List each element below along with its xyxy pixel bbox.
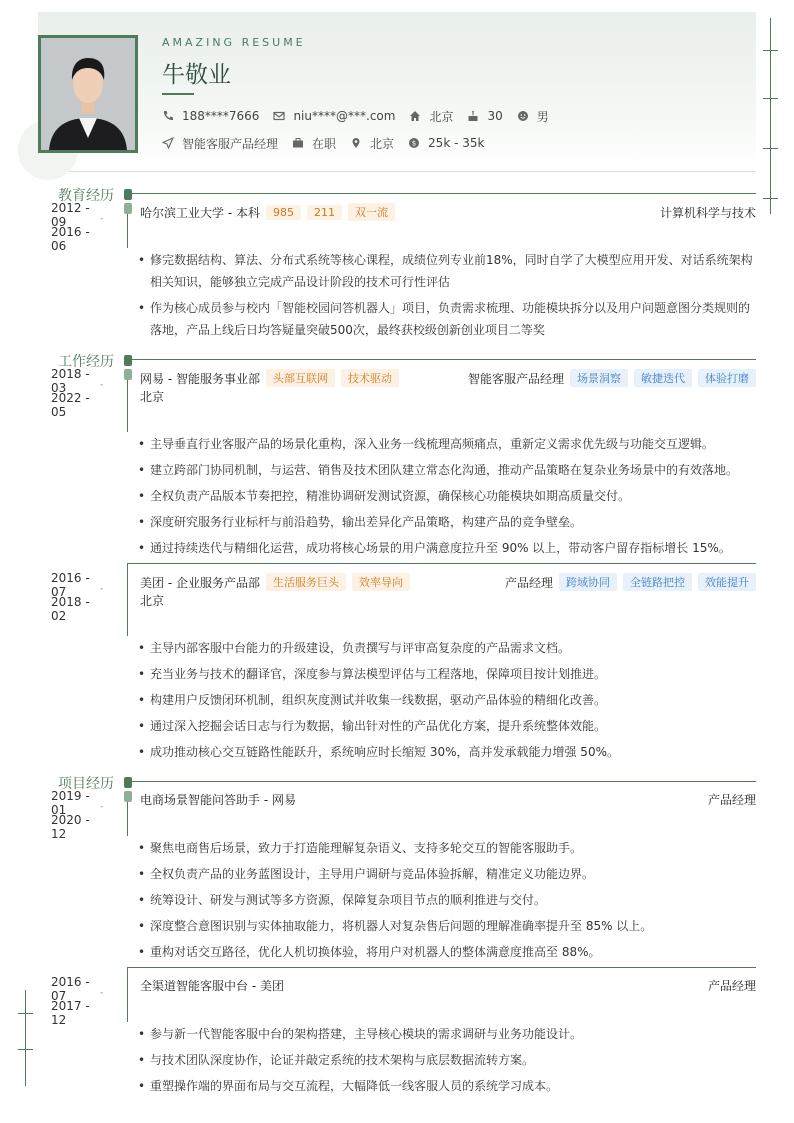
entry-node: [124, 369, 132, 380]
work-city: 北京: [140, 594, 165, 608]
project-bullets: [138, 837, 758, 967]
org-name: 美团 - 企业服务产品部: [140, 575, 260, 590]
org-name: 网易 - 智能服务事业部: [140, 371, 260, 386]
org-tag: 头部互联网: [266, 369, 335, 387]
entry-timeline: [127, 563, 128, 636]
date-separator: -: [100, 802, 104, 812]
school-tag: 211: [307, 205, 342, 220]
intent-row: [162, 135, 498, 151]
phone-item: [162, 109, 259, 123]
role-tag: 效能提升: [698, 573, 756, 591]
school-name: 哈尔滨工业大学 - 本科: [140, 205, 260, 220]
briefcase-icon: [292, 137, 304, 149]
salary-item: [408, 136, 484, 150]
decor-tick: [763, 148, 778, 149]
contact-row: [162, 108, 563, 124]
work-city: 北京: [140, 390, 165, 404]
entry-timeline: [127, 380, 128, 432]
project-role: 产品经理: [707, 793, 756, 807]
list-item: • 深度研究服务行业标杆与前沿趋势，输出差异化产品策略，构建产品的竞争壁垒。: [138, 511, 758, 533]
org-tag: 生活服务巨头: [266, 573, 346, 591]
decor-line: [25, 990, 26, 1086]
work-start-date: 2016 - 07: [51, 571, 90, 599]
project-name: 电商场景智能问答助手 - 网易: [140, 793, 296, 807]
work-role: [505, 573, 756, 591]
list-item: • 重塑操作端的界面布局与交互流程，大幅降低一线客服人员的系统学习成本。: [138, 1075, 758, 1097]
list-item: • 成功推动核心交互链路性能跃升，系统响应时长缩短 30%，高并发承载能力增强 50%。: [138, 741, 758, 763]
gender-item: [517, 108, 549, 125]
project-bullets: [138, 1023, 758, 1101]
gender-icon: [517, 110, 529, 122]
role-name: 智能客服产品经理: [467, 371, 564, 386]
target-role-text: 智能客服产品经理: [182, 136, 279, 151]
mail-icon: [273, 110, 285, 122]
project-end-date: 2020 - 12: [51, 813, 90, 841]
work-end-date: 2022 - 05: [51, 391, 90, 419]
decor-tick: [18, 1049, 33, 1050]
entry-rule: [127, 563, 756, 564]
resume-tagline: AMAZING RESUME: [162, 36, 306, 49]
target-role-item: [162, 135, 278, 152]
entry-timeline: [127, 214, 128, 248]
list-item: • 统筹设计、研发与测试等多方资源，保障复杂项目节点的顺利推进与交付。: [138, 889, 758, 911]
cake-icon: [467, 110, 479, 122]
list-item: • 构建用户反馈闭环机制，组织灰度测试并收集一线数据，驱动产品体验的精细化改善。: [138, 689, 758, 711]
list-item: • 主导内部客服中台能力的升级建设，负责撰写与评审高复杂度的产品需求文档。: [138, 637, 758, 659]
location-icon: [350, 137, 362, 149]
work-start-date: 2018 - 03: [51, 367, 90, 395]
city-text: 北京: [429, 109, 454, 124]
org-tag: 效率导向: [352, 573, 410, 591]
phone-text: 188****7666: [182, 109, 260, 123]
edu-school: [140, 203, 395, 221]
target-city-text: 北京: [370, 136, 395, 151]
edu-end-date: 2016 - 06: [51, 225, 90, 253]
work-bullets: [138, 433, 758, 563]
decor-line: [770, 18, 771, 214]
edu-bullets: [138, 249, 758, 345]
status-text: 在职: [312, 136, 337, 151]
list-item: • 通过深入挖掘会话日志与行为数据，输出针对性的产品优化方案，提升系统整体效能。: [138, 715, 758, 737]
date-separator: -: [100, 988, 104, 998]
city-item: [409, 108, 453, 125]
work-bullets: [138, 637, 758, 767]
project-start-date: 2019 - 01: [51, 789, 90, 817]
work-org: [140, 369, 399, 387]
home-icon: [409, 110, 421, 122]
entry-timeline: [127, 802, 128, 836]
list-item: • 修完数据结构、算法、分布式系统等核心课程，成绩位列专业前18%，同时自学了大模型应用开发、对话系统架构相关知识，能够独立完成产品设计阶段的技术可行性评估: [138, 249, 758, 293]
role-tag: 跨域协同: [559, 573, 617, 591]
section-node: [124, 355, 132, 366]
entry-timeline: [127, 967, 128, 1022]
section-rule: [132, 193, 756, 194]
section-rule: [132, 781, 756, 782]
section-title-projects: 项目经历: [58, 776, 114, 792]
gender-text: 男: [536, 109, 549, 124]
section-node: [124, 189, 132, 200]
project-end-date: 2017 - 12: [51, 999, 90, 1027]
list-item: • 作为核心成员参与校内「智能校园问答机器人」项目，负责需求梳理、功能模块拆分以及用户问题意图分类规则的落地，产品上线后日均答疑量突破500次，最终获校级创新创业项目二等奖: [138, 297, 758, 341]
phone-icon: [162, 110, 174, 122]
email-text: niu****@***.com: [293, 109, 396, 123]
list-item: • 聚焦电商售后场景，致力于打造能理解复杂语义、支持多轮交互的智能客服助手。: [138, 837, 758, 859]
decor-tick: [763, 50, 778, 51]
section-rule: [132, 359, 756, 360]
work-role: [468, 369, 756, 387]
list-item: • 全权负责产品的业务蓝图设计，主导用户调研与竞品体验拆解，精准定义功能边界。: [138, 863, 758, 885]
edu-start-date: 2012 - 09: [51, 201, 90, 229]
work-end-date: 2018 - 02: [51, 595, 90, 623]
project-role: 产品经理: [707, 979, 756, 993]
decor-tick: [763, 98, 778, 99]
list-item: • 全权负责产品版本节奏把控，精准协调研发测试资源，确保核心功能模块如期高质量交付。: [138, 485, 758, 507]
status-item: [292, 135, 336, 152]
section-node: [124, 777, 132, 788]
svg-text:$: $: [411, 139, 417, 148]
org-tag: 技术驱动: [341, 369, 399, 387]
list-item: • 重构对话交互路径，优化人机切换体验，将用户对机器人的整体满意度推高至 88%。: [138, 941, 758, 963]
list-item: • 主导垂直行业客服产品的场景化重构，深入业务一线梳理高频痛点，重新定义需求优先级与功能交互逻辑。: [138, 433, 758, 455]
list-item: • 建立跨部门协同机制，与运营、销售及技术团队建立常态化沟通，推动产品策略在复杂业务场景中的有效落地。: [138, 459, 758, 481]
name-underline: [162, 93, 194, 95]
section-title-work: 工作经历: [58, 354, 114, 370]
project-start-date: 2016 - 07: [51, 975, 90, 1003]
list-item: • 充当业务与技术的翻译官，深度参与算法模型评估与工程落地，保障项目按计划推进。: [138, 663, 758, 685]
date-separator: -: [100, 380, 104, 390]
target-city-item: [350, 135, 394, 152]
candidate-name: 牛敬业: [162, 62, 231, 88]
entry-rule: [127, 967, 756, 968]
role-tag: 敏捷迭代: [634, 369, 692, 387]
entry-node: [124, 791, 132, 802]
list-item: • 参与新一代智能客服中台的架构搭建，主导核心模块的需求调研与业务功能设计。: [138, 1023, 758, 1045]
profile-photo: [38, 35, 138, 153]
decor-tick: [18, 1013, 33, 1014]
role-tag: 体验打磨: [698, 369, 756, 387]
age-item: [467, 109, 502, 123]
role-name: 产品经理: [504, 575, 553, 590]
money-icon: [408, 137, 420, 149]
role-tag: 全链路把控: [623, 573, 692, 591]
age-text: 30: [487, 109, 503, 123]
section-title-education: 教育经历: [58, 188, 114, 204]
work-org: [140, 573, 410, 591]
role-tag: 场景洞察: [570, 369, 628, 387]
project-name: 全渠道智能客服中台 - 美团: [140, 979, 284, 993]
school-tag: 985: [266, 205, 301, 220]
date-separator: -: [100, 214, 104, 224]
decor-tick: [763, 198, 778, 199]
send-icon: [162, 137, 174, 149]
salary-text: 25k - 35k: [428, 136, 485, 150]
school-tag: 双一流: [348, 203, 395, 221]
entry-node: [124, 203, 132, 214]
list-item: • 与技术团队深度协作，论证并敲定系统的技术架构与底层数据流转方案。: [138, 1049, 758, 1071]
edu-major: 计算机科学与技术: [659, 206, 756, 220]
list-item: • 深度整合意图识别与实体抽取能力，将机器人对复杂售后问题的理解准确率提升至 85% 以上。: [138, 915, 758, 937]
list-item: • 通过持续迭代与精细化运营，成功将核心场景的用户满意度拉升至 90% 以上，带动客户留存指标增长 15%。: [138, 537, 758, 559]
email-item: [273, 109, 395, 123]
date-separator: -: [100, 584, 104, 594]
